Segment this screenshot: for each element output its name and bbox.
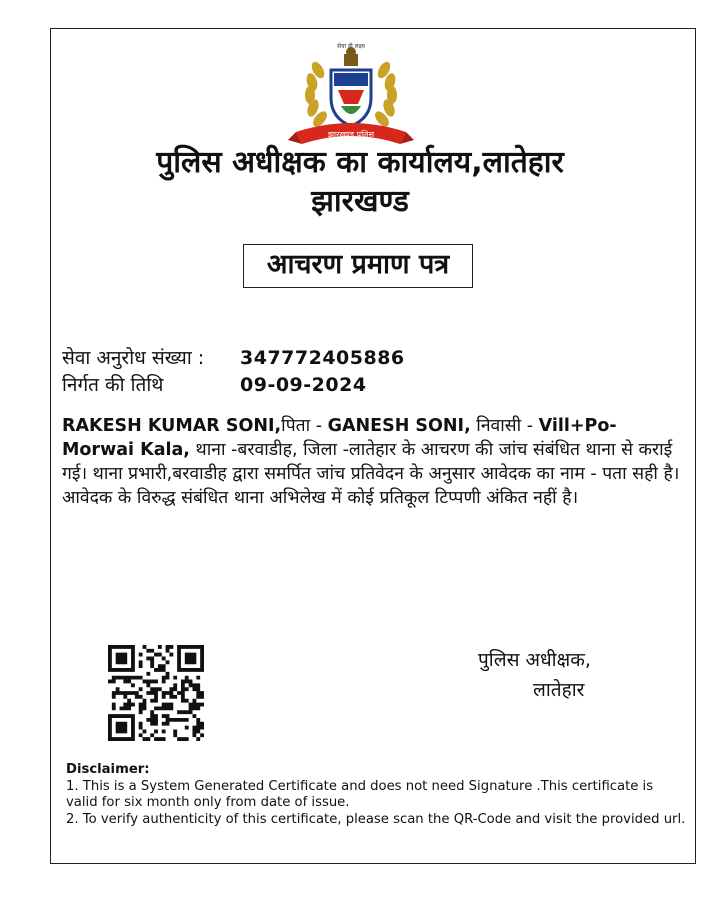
- jharkhand-police-emblem-icon: [286, 40, 416, 152]
- resident-label: निवासी -: [470, 416, 534, 436]
- qr-code-icon[interactable]: [108, 645, 204, 741]
- office-title: पुलिस अधीक्षक का कार्यालय,लातेहार: [156, 145, 564, 180]
- father-label: पिता -: [281, 416, 328, 436]
- disclaimer-point-2: 2. To verify authenticity of this certificate, please scan the QR-Code and visit the provided url.: [66, 811, 686, 827]
- applicant-address: Vill+Po- Morwai Kala,: [62, 416, 617, 460]
- disclaimer: [66, 762, 686, 828]
- office-state: झारखण्ड: [311, 184, 409, 219]
- issue-date-row: [62, 372, 367, 398]
- applicant-name: RAKESH KUMAR SONI,: [62, 416, 282, 436]
- service-request-label: सेवा अनुरोध संख्या :: [62, 347, 205, 369]
- issue-date-value: 09-09-2024: [240, 374, 367, 396]
- issue-date-label: निर्गत की तिथि: [62, 374, 164, 396]
- certificate-statement: थाना -बरवाडीह, जिला -लातेहार के आचरण की जांच संबंधित थाना से कराई गई। थाना प्रभारी,बरवाडीह द्वारा समर्पित जांच प्रतिवेदन के अनुसार आवेदक का नाम - पता सही है। आवेदक के विरुद्ध संबंधित थाना अभिलेख में कोई प्रतिकूल टिप्पणी अंकित नहीं है।: [62, 440, 680, 508]
- father-name: GANESH SONI,: [327, 416, 471, 436]
- disclaimer-heading: Disclaimer:: [66, 762, 150, 777]
- disclaimer-point-1: 1. This is a System Generated Certificate and does not need Signature .This certificate is valid for six month only from date of issue.: [66, 778, 654, 810]
- emblem-ribbon-text: झारखण्ड पुलिस: [327, 130, 375, 139]
- service-request-number: 347772405886: [240, 347, 405, 369]
- signature-block: [478, 645, 591, 705]
- certificate-title: आचरण प्रमाण पत्र: [243, 244, 473, 288]
- signatory-location: लातेहार: [533, 679, 585, 701]
- certificate-body: [62, 414, 680, 510]
- qr-modules: [108, 645, 204, 741]
- emblem-motto: सेवा ही लक्ष्य: [337, 43, 365, 50]
- service-request-row: [62, 345, 405, 371]
- signatory-designation: पुलिस अधीक्षक,: [478, 649, 591, 671]
